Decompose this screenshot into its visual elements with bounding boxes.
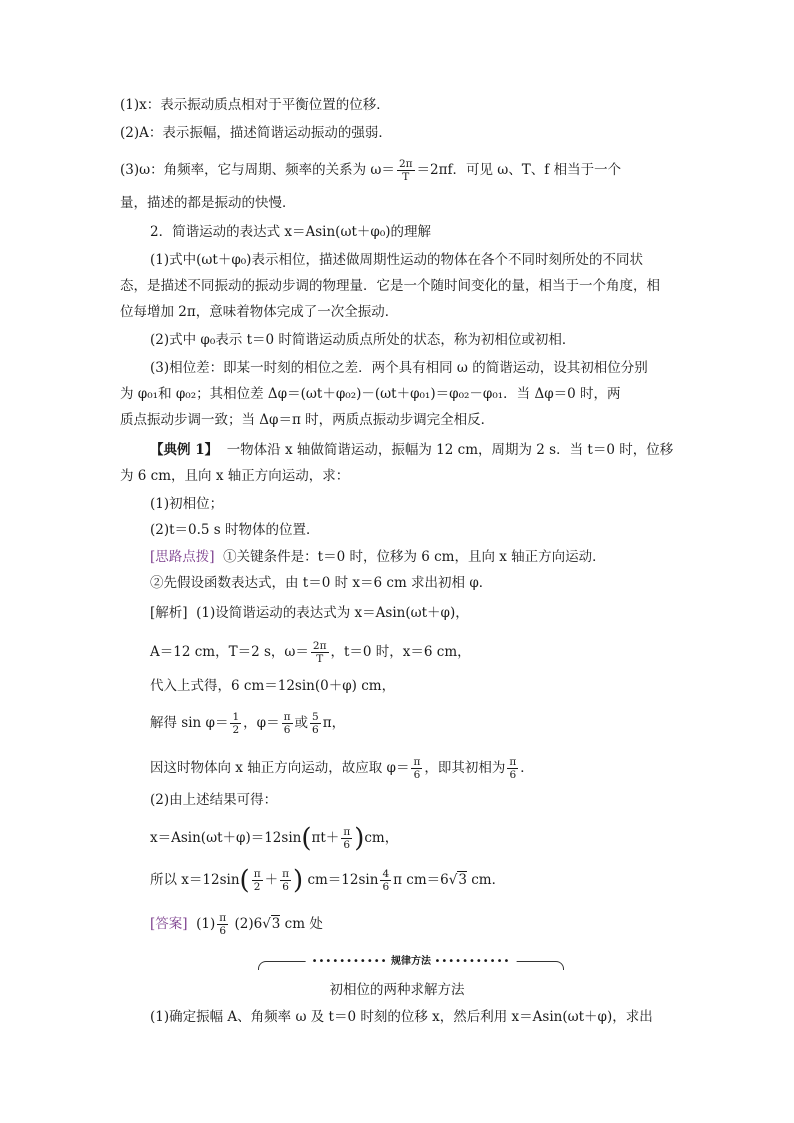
solution-label: [解析] — [150, 605, 188, 621]
para-phase-diff: (3)相位差：即某一时刻的相位之差．两个具有相同 ω 的简谐运动，设其初相位分别 — [150, 360, 648, 376]
solution-line-5: 因这时物体向 x 轴正方向运动，故应取 φ＝ $\frac{\pi}{6}$ ，即其初相为 $\frac{\pi}{6}$ ． — [150, 756, 534, 781]
fraction: $\frac{\pi}{6}$ — [282, 868, 289, 893]
line-a-definition: (2)A：表示振幅，描述简谐运动振动的强弱． — [120, 125, 392, 141]
example-question-1: (1)初相位； — [150, 496, 224, 512]
method-line-1: (1)确定振幅 A、角频率 ω 及 t＝0 时刻的位移 x，然后利用 x＝Asin(ωt＋φ)，求出 — [150, 1009, 653, 1025]
hint-line-1: [思路点拨] ①关键条件是：t＝0 时，位移为 6 cm，且向 x 轴正方向运动． — [150, 549, 606, 565]
fraction: $\frac{2\pi}{T}$ — [312, 640, 327, 665]
para-initial-phase: (2)式中 φ₀表示 t＝0 时简谐运动质点所处的状态，称为初相位或初相． — [150, 332, 576, 348]
section-heading: 2．简谐运动的表达式 x＝Asin(ωt＋φ₀)的理解 — [150, 224, 432, 240]
answer-label: [答案] — [150, 916, 188, 932]
example-line-2: 为 6 cm，且向 x 轴正方向运动，求： — [120, 468, 350, 484]
solution-line-3: 代入上式得，6 cm＝12sin(0＋φ) cm， — [150, 678, 396, 694]
para-phase-1b: 态，是描述不同振动的振动步调的物理量．它是一个随时间变化的量，相当于一个角度，相 — [120, 278, 660, 294]
hint-label: [思路点拨] — [150, 549, 215, 565]
fraction: $\frac{\pi}{6}$ — [219, 912, 227, 937]
fraction: $\frac{\pi}{6}$ — [413, 756, 421, 781]
para-phase-1c: 位每增加 2π，意味着物体完成了一次全振动． — [120, 304, 399, 320]
solution-line-7: x＝Asin(ωt＋φ)＝12sin(πt＋ $\frac{\pi}{6}$ )cm， — [150, 823, 399, 854]
example-line-1: 【典例 1】 一物体沿 x 轴做简谐运动，振幅为 12 cm，周期为 2 s．当 t＝0 时，位移 — [150, 442, 674, 458]
fraction: $\frac{1}{2}$ — [232, 711, 240, 736]
fraction: $\frac{4}{6}$ — [382, 868, 390, 893]
fraction: $\frac{\pi}{6}$ — [343, 826, 351, 851]
method-banner: ••••••••••• 规律方法 ••••••••••• — [258, 952, 564, 968]
fraction: $\frac{5}{6}$ — [312, 711, 319, 736]
fraction: $\frac{\pi}{6}$ — [509, 756, 517, 781]
fraction: $\frac{\pi}{2}$ — [253, 868, 261, 893]
para-phase-1: (1)式中(ωt＋φ₀)表示相位，描述做周期性运动的物体在各个不同时刻所处的不同状 — [150, 252, 643, 268]
para-phase-diff-c: 质点振动步调一致；当 Δφ＝π 时，两质点振动步调完全相反． — [120, 412, 495, 428]
solution-line-8: 所以 x＝12sin( $\frac{\pi}{2}$ ＋ $\frac{\pi}{6}$ ) cm＝12sin $\frac{4}{6}$ π cm＝6√3 cm． — [150, 865, 506, 896]
solution-line-1: [解析] (1)设简谐运动的表达式为 x＝Asin(ωt＋φ)， — [150, 605, 469, 621]
method-title: 初相位的两种求解方法 — [329, 982, 465, 998]
line-omega-definition: (3)ω：角频率，它与周期、频率的关系为 ω＝ $\frac{2\pi}{T}$ ＝2πf．可见 ω、T、f 相当于一个 — [120, 158, 622, 183]
line-omega-cont: 量，描述的都是振动的快慢． — [120, 195, 296, 211]
line-x-definition: (1)x：表示振动质点相对于平衡位置的位移． — [120, 97, 390, 113]
banner-text: 规律方法 — [391, 956, 431, 967]
solution-line-6: (2)由上述结果可得： — [150, 792, 278, 808]
solution-line-2: A＝12 cm，T＝2 s，ω＝ $\frac{2\pi}{T}$ ，t＝0 时，x＝6 cm， — [150, 640, 471, 665]
example-question-2: (2)t＝0.5 s 时物体的位置． — [150, 522, 320, 538]
fraction: $\frac{2\pi}{T}$ — [398, 158, 413, 183]
answer-line: [答案] (1) $\frac{\pi}{6}$ (2)6√3 cm 处 — [150, 912, 323, 937]
solution-line-4: 解得 sin φ＝ $\frac{1}{2}$ ，φ＝ $\frac{\pi}{6}$ 或 $\frac{5}{6}$ π， — [150, 711, 346, 736]
hint-line-2: ②先假设函数表达式，由 t＝0 时 x＝6 cm 求出初相 φ． — [150, 575, 493, 591]
para-phase-diff-b: 为 φ₀₁和 φ₀₂；其相位差 Δφ＝(ωt＋φ₀₂)－(ωt＋φ₀₁)＝φ₀₂－φ₀₁．当 Δφ＝0 时，两 — [120, 386, 621, 402]
fraction: $\frac{\pi}{6}$ — [283, 711, 291, 736]
example-label: 【典例 1】 — [150, 442, 219, 458]
